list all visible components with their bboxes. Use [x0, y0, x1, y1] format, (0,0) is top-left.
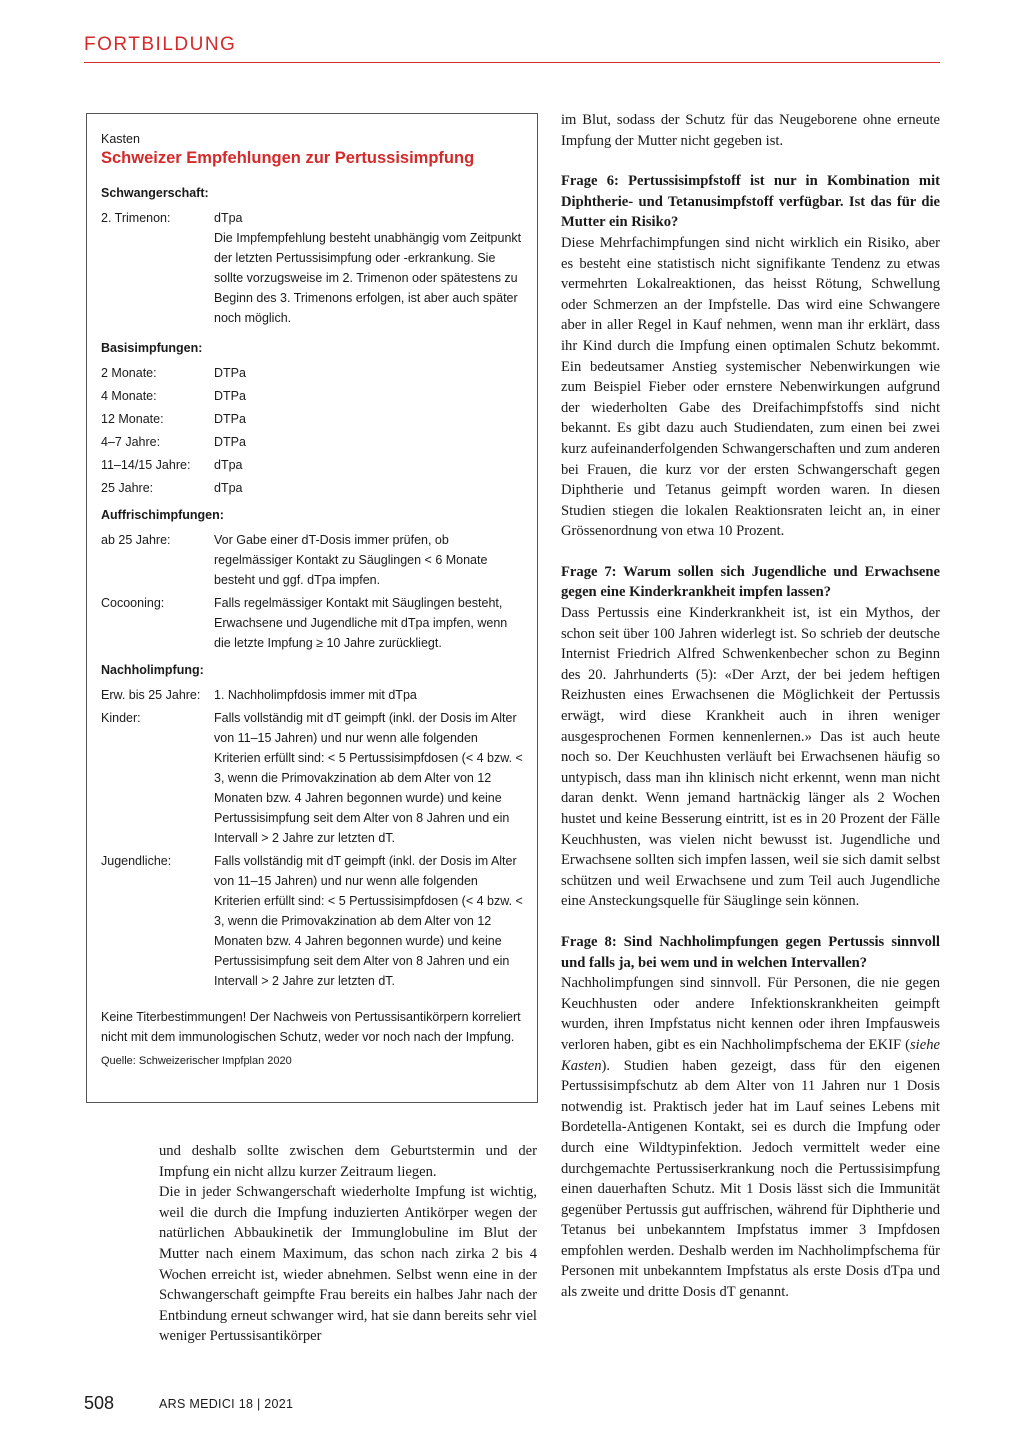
- booster-heading: Auffrischimpfungen:: [101, 508, 224, 522]
- basic-row: [101, 455, 523, 475]
- page-number: 508: [84, 1393, 115, 1413]
- basic-heading: Basisimpfungen:: [101, 341, 203, 355]
- basic-row: [101, 409, 523, 429]
- box-kicker: Kasten: [101, 132, 140, 146]
- row-key: 4–7 Jahre:: [101, 435, 161, 449]
- row-key: Erw. bis 25 Jahre:: [101, 688, 201, 702]
- row-key: Kinder:: [101, 711, 141, 725]
- pregnancy-row: [101, 208, 523, 328]
- row-text: Die Impfempfehlung besteht unabhängig vom Zeitpunkt der letzten Pertussisimpfung oder -erkrankung. Sie sollte vorzugsweise im 2. Trimenon oder spätestens zu Beginn des 3. Trimenons erfolgen, ist aber auch später noch möglich.: [214, 231, 522, 325]
- left-column-text: [159, 1141, 537, 1347]
- basic-list: [101, 363, 523, 498]
- row-value: DTPa: [214, 366, 246, 380]
- basic-row: [101, 363, 523, 383]
- catchup-row: [101, 708, 523, 848]
- text-run: Nachholimpfungen sind sinnvoll. Für Personen, die nie gegen Keuchhusten oder andere Infektionskrankheiten geimpft wurden, ihren Impfstatus nicht kennen oder ihren Impfausweis verloren haben, gibt es ein Nachholimpfschema der EKIF (: [561, 975, 940, 1053]
- row-value: 1. Nachholimpfdosis immer mit dTpa: [214, 688, 417, 702]
- pregnancy-heading: Schwangerschaft:: [101, 186, 209, 200]
- box-source: Quelle: Schweizerischer Impfplan 2020: [101, 1055, 292, 1067]
- row-value: Falls vollständig mit dT geimpft (inkl. der Dosis im Alter von 11–15 Jahren) und nur wenn alle folgenden Kriterien erfüllt sind: < 5 Pertussisimpfdosen (< 4 bzw. < 3, wenn die Primovakzination ab dem Alter von 12 Monaten bzw. 4 Jahren begonnen wurde) und keine Pertussisimpfung seit dem Alter von 8 Jahren und ein Intervall > 2 Jahre zur letzten dT.: [214, 711, 523, 845]
- question-heading: Frage 8: Sind Nachholimpfungen gegen Pertussis sinnvoll und falls ja, bei wem und in welchen Intervallen?: [561, 933, 940, 971]
- row-key: 2 Monate:: [101, 366, 157, 380]
- row-key: ab 25 Jahre:: [101, 533, 171, 547]
- booster-row: [101, 530, 523, 590]
- basic-row: [101, 432, 523, 452]
- text-run: ). Studien haben gezeigt, dass für den eigenen Pertussisimpfschutz ab dem Alter von 11 Jahren nur 1 Dosis notwendig ist. Praktisch jeder hat im Lauf seines Lebens mit Bordetella-Antigenen Kontakt, sei es durch die Impfung oder durch eine Wildtypinfektion. Jedoch vermittelt weder eine durchgemachte Pertussiserkrankung noch die Pertussisimpfung einen dauerhaften Schutz. Mit 1 Dosis lässt sich die Immunität gegenüber Pertussis gut auffrischen, während für Diphtherie und Tetanus bei unbekanntem Impfstatus immer 3 Impfdosen empfohlen werden. Deshalb werden im Nachholimpfschema für Personen mit unbekanntem Impfstatus als erste Dosis dTpa und als zweite und dritte Dosis dT genannt.: [561, 1057, 940, 1301]
- journal-info: ARS MEDICI 18 | 2021: [159, 1397, 294, 1411]
- paragraph: im Blut, sodass der Schutz für das Neugeborene ohne erneute Impfung der Mutter nicht gegeben ist.: [561, 112, 940, 149]
- row-value: Falls vollständig mit dT geimpft (inkl. der Dosis im Alter von 11–15 Jahren) und nur wenn alle folgenden Kriterien erfüllt sind: < 5 Pertussisimpfdosen (< 4 bzw. < 3, wenn die Primovakzination ab dem Alter von 12 Monaten bzw. 4 Jahren begonnen wurde) und keine Pertussisimpfung seit dem Alter von 8 Jahren und ein Intervall > 2 Jahre zur letzten dT.: [214, 854, 523, 988]
- box-title: Schweizer Empfehlungen zur Pertussisimpfung: [101, 149, 475, 167]
- row-key: 4 Monate:: [101, 389, 157, 403]
- question-heading: Frage 7: Warum sollen sich Jugendliche und Erwachsene gegen eine Kinderkrankheit impfen lassen?: [561, 563, 940, 601]
- box-reference: siehe Kasten: [561, 1036, 940, 1074]
- paragraph: [561, 973, 940, 1303]
- row-value: dTpa: [214, 481, 243, 495]
- paragraph: Diese Mehrfachimpfungen sind nicht wirklich ein Risiko, aber es besteht eine statistisch nicht signifikante Tendenz zu etwas vermehrten Lokalreaktionen, das heisst Rötung, Schwellung oder Schmerzen an der Impfstelle. Das wird eine Schwangere aber in aller Regel in Kauf nehmen, wenn man ihr erklärt, dass ihr Kind durch die Impfung einen optimalen Schutz bekommt. Ein bedeutsamer Anstieg systemischer Nebenwirkungen wie zum Beispiel Fieber oder ernstere Nebenwirkungen aufgrund der wiederholten Gabe des Dreifachimpfstoffs sind nicht bekannt. Es gibt dazu auch Studiendaten, zum einen bei zwei kurz aufeinanderfolgenden Schwangerschaften und zum anderen bei Frauen, die kurz vor der ersten Schwangerschaft gegen Diphtherie und Tetanus geimpft worden waren. In diesen Studien stiegen die lokalen Reaktionsraten leicht an, in einer Grössenordnung von etwa 10 Prozent.: [561, 234, 940, 540]
- row-value: Vor Gabe einer dT-Dosis immer prüfen, ob regelmässiger Kontakt zu Säuglingen < 6 Monate besteht und ggf. dTpa impfen.: [214, 533, 488, 587]
- catchup-row: [101, 851, 523, 991]
- section-rule: [84, 62, 940, 63]
- row-key: 25 Jahre:: [101, 481, 154, 495]
- right-column-text: [561, 110, 940, 1303]
- booster-row: [101, 593, 523, 653]
- paragraph: und deshalb sollte zwischen dem Geburtstermin und der Impfung ein nicht allzu kurzer Zeitraum liegen.: [159, 1143, 537, 1180]
- basic-row: [101, 386, 523, 406]
- row-key: 11–14/15 Jahre:: [101, 458, 191, 472]
- paragraph: Dass Pertussis eine Kinderkrankheit ist, ist ein Mythos, der schon seit über 100 Jahren widerlegt ist. So schrieb der deutsche Internist Friedrich Alfred Schwenkenbecher schon zu Beginn des 20. Jahrhunderts (5): «Der Arzt, der bei jedem heftigen Reizhusten eines Erwachsenen die Möglichkeit der Pertussis erwägt, wird diese Krankheit auch in ihren weniger ausgesprochenen Formen kennenlernen.» Das ist auch heute noch so. Der Keuchhusten verläuft bei Erwachsenen häufig so untypisch, dass man ihn klinisch nicht erkennt, wenn man nicht daran denkt. Wenn jemand hartnäckig länger als 2 Wochen hustet und keine Besserung eintritt, ist es in 20 Prozent der Fälle Keuchhusten, was vielen nicht bewusst ist. Jugendliche und Erwachsene sollten sich impfen lassen, weil sie sich damit selbst schützen und weil Erwachsene und zum Teil auch Jugendliche eine Ansteckungsquelle für Säuglinge sein können.: [561, 605, 940, 910]
- basic-row: [101, 478, 523, 498]
- catchup-row: [101, 685, 523, 705]
- row-value: DTPa: [214, 435, 246, 449]
- question-heading: Frage 6: Pertussisimpfstoff ist nur in Kombination mit Diphtherie- und Tetanusimpfstoff verfügbar. Ist das für die Mutter ein Risiko?: [561, 173, 940, 231]
- row-value: dTpa: [214, 458, 243, 472]
- paragraph: Die in jeder Schwangerschaft wiederholte Impfung ist wichtig, weil die durch die Impfung induzierten Antikörper wegen der natürlichen Abbaukinetik der Immunglobuline im Blut der Mutter nach einem Maximum, das schon nach zirka 2 bis 4 Wochen erreicht ist, wieder abnehmen. Selbst wenn eine in der Schwangerschaft geimpfte Frau bereits ein halbes Jahr nach der Entbindung erneut schwanger wird, hat sie dann bereits sehr viel weniger Pertussisantikörper: [159, 1184, 537, 1345]
- row-value: DTPa: [214, 412, 246, 426]
- row-key: 12 Monate:: [101, 412, 164, 426]
- box-note: Keine Titerbestimmungen! Der Nachweis von Pertussisantikörpern korreliert nicht mit dem immunologischen Schutz, weder vor noch nach der Impfung.: [101, 1010, 521, 1044]
- info-box: [86, 113, 538, 1103]
- section-header: FORTBILDUNG: [84, 34, 237, 55]
- row-value: Falls regelmässiger Kontakt mit Säuglingen besteht, Erwachsene und Jugendliche mit dTpa impfen, wenn die letzte Impfung ≥ 10 Jahre zurückliegt.: [214, 596, 508, 650]
- row-key: Cocooning:: [101, 596, 165, 610]
- row-key: 2. Trimenon:: [101, 211, 171, 225]
- row-vaccine: dTpa: [214, 211, 243, 225]
- row-key: Jugendliche:: [101, 854, 172, 868]
- catchup-heading: Nachholimpfung:: [101, 663, 204, 677]
- row-value: DTPa: [214, 389, 246, 403]
